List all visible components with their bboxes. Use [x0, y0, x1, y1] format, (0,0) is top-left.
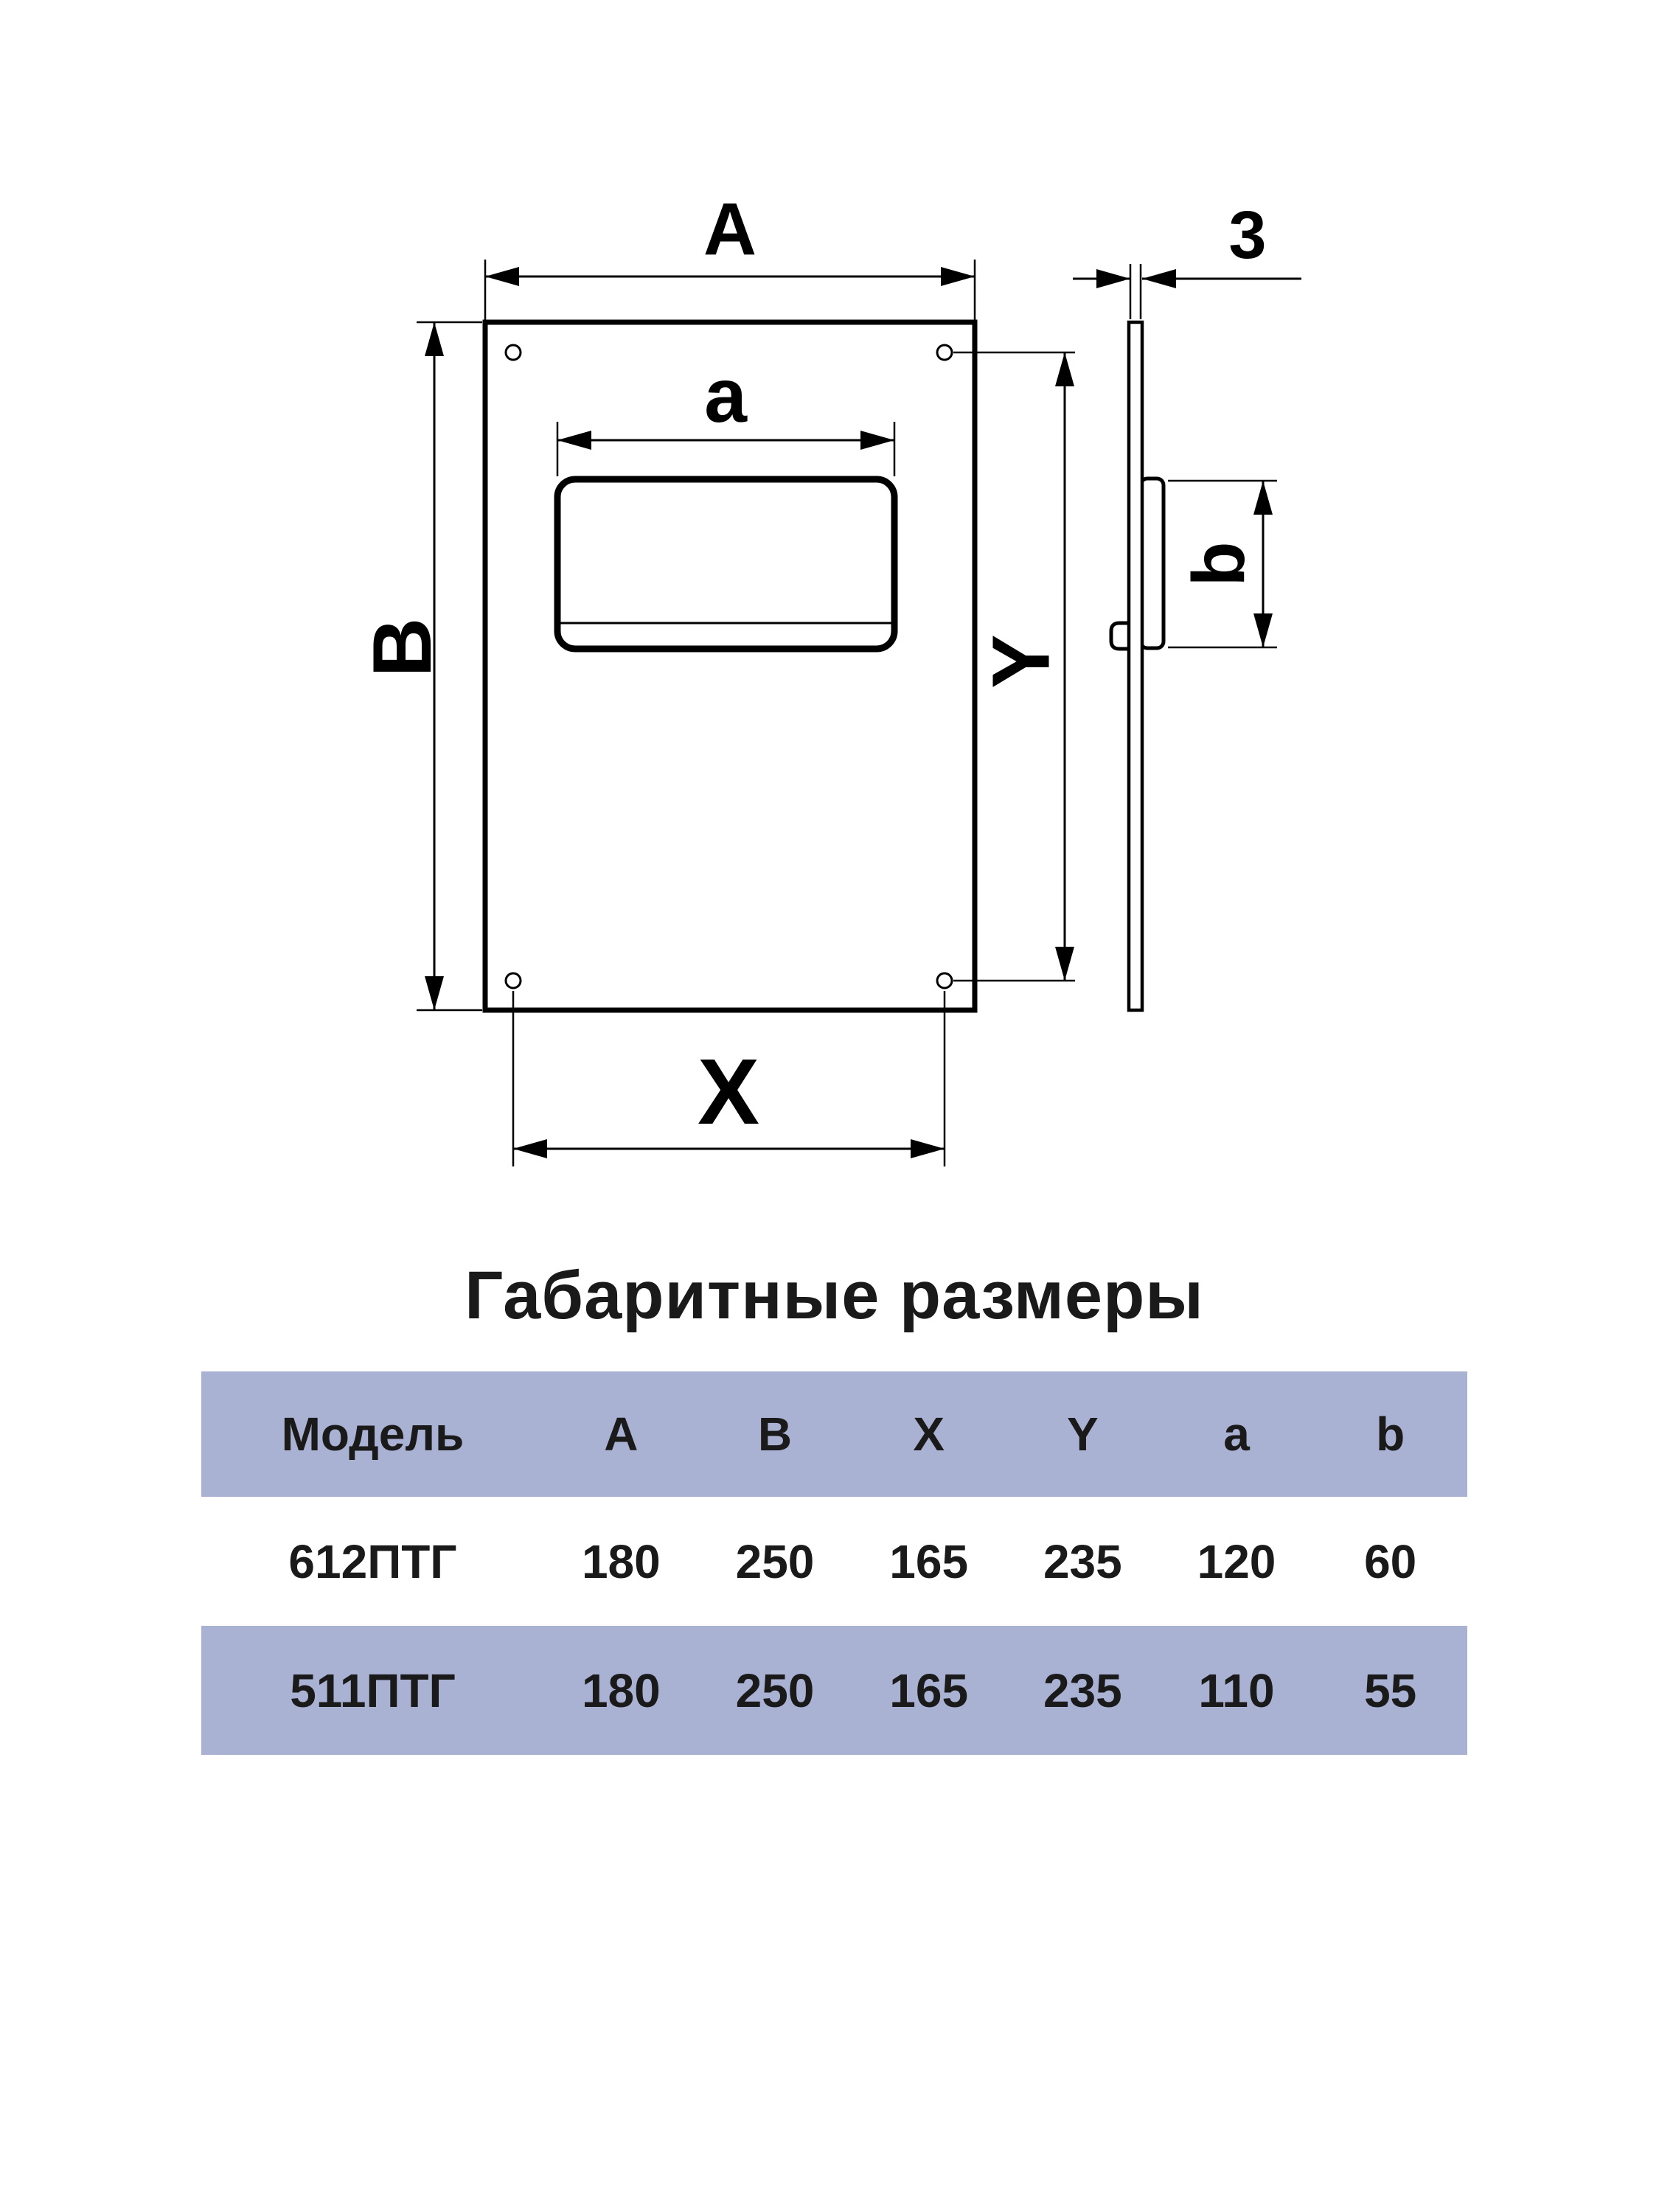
dim-label-hole-spacing-x: X [697, 1040, 760, 1144]
dim-label-thickness: 3 [1228, 198, 1267, 273]
table-row [201, 1626, 1467, 1755]
header-a: a [1223, 1408, 1250, 1461]
header-Y: Y [1066, 1408, 1099, 1461]
dim-width-A [485, 188, 975, 320]
mounting-hole-bottom-left [506, 973, 521, 988]
side-view [1073, 198, 1301, 1010]
table-title: Габаритные размеры [465, 1258, 1204, 1333]
table-header-row [201, 1371, 1467, 1497]
side-plate [1129, 322, 1142, 1010]
table-row [201, 1497, 1467, 1626]
value-Y: 235 [1043, 1663, 1122, 1717]
value-b: 55 [1364, 1663, 1417, 1717]
value-Y: 235 [1043, 1534, 1122, 1588]
dim-holes-X [513, 991, 945, 1166]
dim-label-opening-width: a [704, 353, 747, 439]
dim-thickness [1073, 198, 1301, 319]
model-name: 612ПТГ [288, 1534, 457, 1588]
header-b: b [1376, 1408, 1405, 1461]
header-X: X [913, 1408, 945, 1461]
mounting-hole-top-left [506, 345, 521, 360]
dim-height-B [356, 322, 482, 1010]
value-B: 250 [735, 1534, 815, 1588]
value-a: 120 [1197, 1534, 1276, 1588]
header-A: A [604, 1408, 639, 1461]
value-b: 60 [1364, 1534, 1417, 1588]
header-model: Модель [281, 1408, 465, 1461]
value-B: 250 [735, 1663, 815, 1717]
header-B: B [757, 1408, 793, 1461]
dim-spigot-height [1168, 481, 1277, 647]
front-view [356, 188, 1075, 1166]
value-A: 180 [581, 1534, 661, 1588]
model-name: 511ПТГ [290, 1663, 456, 1717]
value-X: 165 [889, 1534, 969, 1588]
dim-label-spigot-height: b [1178, 541, 1260, 587]
dim-label-height: B [356, 617, 449, 678]
mounting-hole-top-right [937, 345, 952, 360]
value-X: 165 [889, 1663, 969, 1717]
dim-label-hole-spacing-y: Y [975, 634, 1067, 689]
dimensions-table [201, 1371, 1467, 1755]
value-A: 180 [581, 1663, 661, 1717]
mounting-hole-bottom-right [937, 973, 952, 988]
value-a: 110 [1198, 1663, 1275, 1717]
dim-label-width: A [703, 188, 757, 271]
side-spigot [1141, 479, 1164, 648]
